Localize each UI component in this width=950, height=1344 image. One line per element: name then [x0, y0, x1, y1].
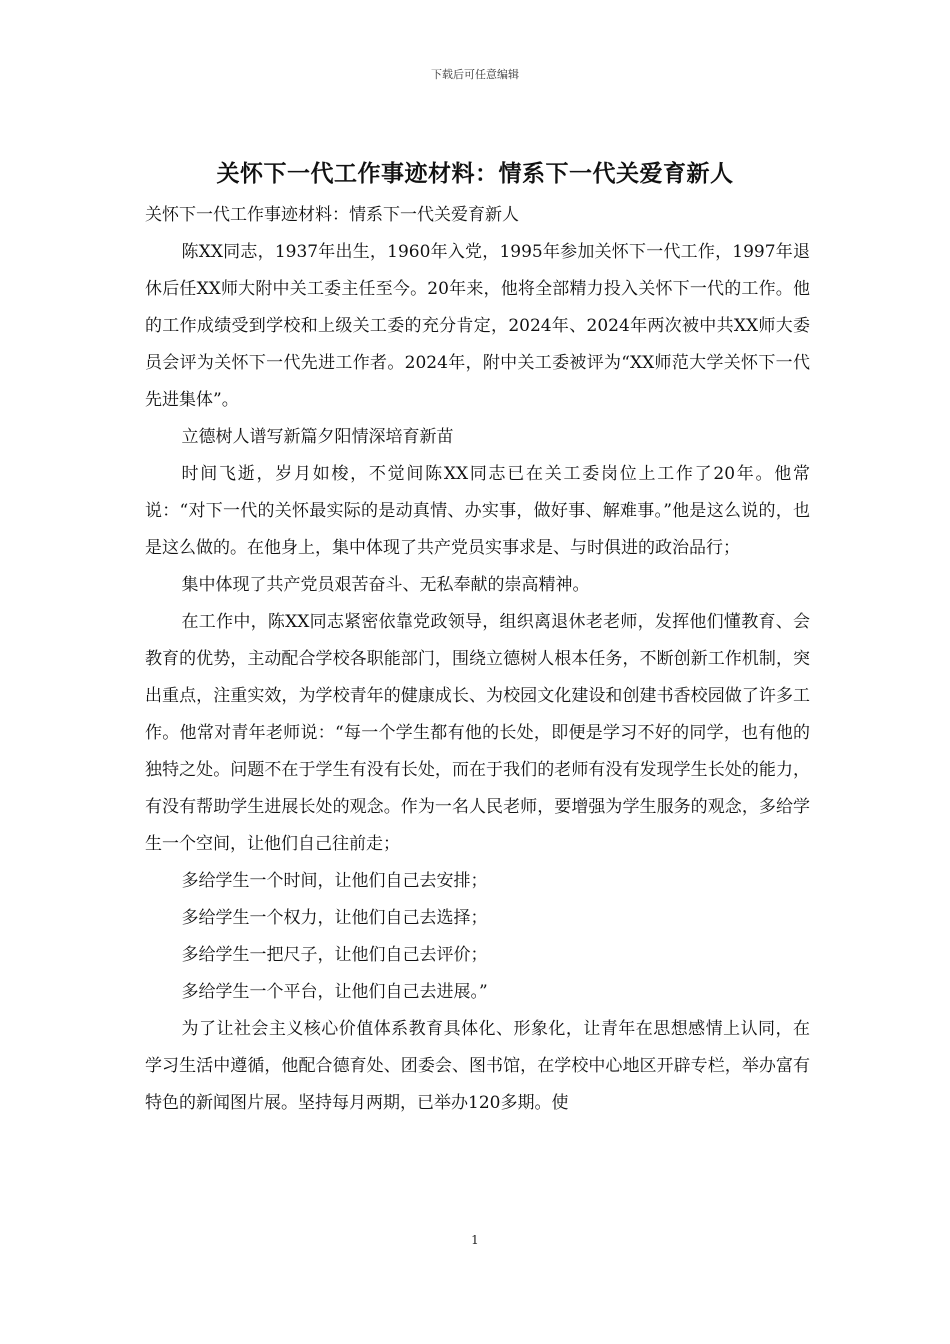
page-header: 下载后可任意编辑 [431, 68, 519, 81]
body-paragraph: 多给学生一个平台，让他们自己去进展。” [181, 982, 488, 1002]
subtitle-paragraph: 关怀下一代工作事迹材料：情系下一代关爱育新人 [145, 205, 519, 225]
section-heading: 立德树人谱写新篇夕阳情深培育新苗 [181, 427, 454, 447]
page-number: 1 [471, 1233, 479, 1247]
body-paragraph: 在工作中，陈XX同志紧密依靠党政领导，组织离退休老老师，发挥他们懂教育、会教育的优势，主动配合学校各职能部门，围绕立德树人根本任务，不断创新工作机制，突出重点，注重实效，为学校青年的健康成长、为校园文化建设和创建书香校园做了许多工作。他常对青年老师说：“每一个学生都有他的长处，即便是学习不好的同学，也有他的独特之处。问题不在于学生有没有长处，而在于我们的老师有没有发现学生长处的能力，有没有帮助学生进展长处的观念。作为一名人民老师，要增强为学生服务的观念，多给学生一个空间，让他们自己往前走； [145, 612, 810, 854]
document-body [145, 197, 810, 1122]
body-paragraph: 多给学生一把尺子，让他们自己去评价； [181, 945, 488, 965]
body-paragraph: 为了让社会主义核心价值体系教育具体化、形象化，让青年在思想感情上认同，在学习生活中遵循，他配合德育处、团委会、图书馆，在学校中心地区开辟专栏，举办富有特色的新闻图片展。坚持每月两期，已举办120多期。使 [145, 1019, 810, 1113]
body-paragraph: 多给学生一个时间，让他们自己去安排； [181, 871, 488, 891]
body-paragraph: 多给学生一个权力，让他们自己去选择； [181, 908, 488, 928]
body-paragraph: 陈XX同志，1937年出生，1960年入党，1995年参加关怀下一代工作，1997年退休后任XX师大附中关工委主任至今。20年来，他将全部精力投入关怀下一代的工作。他的工作成绩受到学校和上级关工委的充分肯定，2024年、2024年两次被中共XX师大委员会评为关怀下一代先进工作者。2024年，附中关工委被评为“XX师范大学关怀下一代先进集体”。 [145, 242, 810, 410]
body-paragraph: 集中体现了共产党员艰苦奋斗、无私奉献的崇高精神。 [181, 575, 590, 595]
body-paragraph: 时间飞逝，岁月如梭，不觉间陈XX同志已在关工委岗位上工作了20年。他常说：“对下一代的关怀最实际的是动真情、办实事，做好事、解难事。”他是这么说的，也是这么做的。在他身上，集中体现了共产党员实事求是、与时俱进的政治品行； [145, 464, 810, 558]
document-title: 关怀下一代工作事迹材料：情系下一代关爱育新人 [216, 160, 734, 187]
